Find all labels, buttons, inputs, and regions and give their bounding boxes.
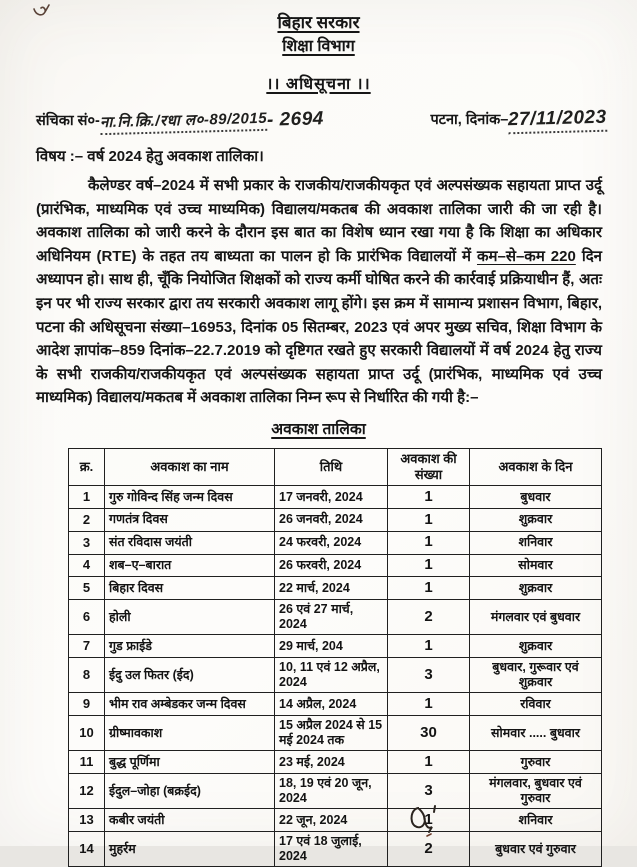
cell-count: 1 [388, 577, 470, 600]
body-text-segment: कैलेण्डर वर्ष–2024 में सभी प्रकार के राजकीय/राजकीयकृत एवं अल्पसंख्यक सहायता प्राप्त उर्दू (प्रारंभिक, माध्यमिक एवं उच्च माध्यमिक) विद्यालय/मकतब की अवकाश तालिका जारी की जा रही है। अवकाश तालिका को जारी करने के दौरान इस बात का विशेष ध्यान रखा गया है कि शिक्षा का अधिकार अधिनियम (RTE) के तहत तय बाध्यता का पालन हो कि प्रारंभिक विद्यालयों में [36, 177, 602, 265]
cell-days: शुक्रवार [470, 509, 602, 532]
table-row [69, 600, 602, 635]
column-header-date: तिथि [275, 448, 388, 486]
cell-sl: 6 [69, 600, 105, 635]
cell-sl: 10 [69, 716, 105, 751]
cell-days: बुधवार, गुरूवार एवं शुक्रवार [470, 658, 602, 693]
cell-days: गुरुवार [470, 751, 602, 774]
table-title: अवकाश तालिका [271, 420, 366, 438]
date-handwritten: 27/11/2023 [508, 107, 607, 135]
cell-days: शुक्रवार [470, 635, 602, 658]
cell-sl: 3 [69, 531, 105, 554]
table-row [69, 635, 602, 658]
file-number-suffix-handwritten: - 2694 [266, 108, 325, 131]
cell-sl: 12 [69, 774, 105, 809]
table-row [69, 577, 602, 600]
body-paragraph [36, 174, 602, 410]
cell-date: 15 अप्रैल 2024 से 15 मई 2024 तक [275, 716, 388, 751]
table-header-row [69, 448, 602, 486]
cell-count: 1 [388, 554, 470, 577]
cell-name: गुरु गोविन्द सिंह जन्म दिवस [105, 486, 275, 509]
signature-mark [405, 798, 455, 846]
cell-days: सोमवार ..... बुधवार [470, 716, 602, 751]
cell-count: 1 [388, 693, 470, 716]
table-row [69, 658, 602, 693]
cell-name: कबीर जयंती [105, 809, 275, 832]
cell-date: 26 जनवरी, 2024 [275, 509, 388, 532]
cell-count: 3 [388, 774, 470, 809]
cell-sl: 11 [69, 751, 105, 774]
cell-date: 17 जनवरी, 2024 [275, 486, 388, 509]
cell-name: ईदु उल फितर (ईद) [105, 658, 275, 693]
cell-name: बुद्ध पूर्णिमा [105, 751, 275, 774]
cell-date: 18, 19 एवं 20 जून, 2024 [275, 774, 388, 809]
cell-sl: 13 [69, 809, 105, 832]
cell-days: मंगलवार, बुधवार एवं गुरुवार [470, 774, 602, 809]
body-text-segment: दिन अध्यापन हो। साथ ही, चूँकि नियोजित शिक्षकों को राज्य कर्मी घोषित करने की कार्रवाई प्रक्रियाधीन हैं, अतः इन पर भी राज्य सरकार द्वारा तय सरकारी अवकाश लागू होंगे। इस क्रम में सामान्य प्रशासन विभाग, बिहार, पटना की अधिसूचना संख्या–16953, दिनांक 05 सितम्बर, 2023 एवं अपर मुख्य सचिव, शिक्षा विभाग के आदेश ज्ञापांक–859 दिनांक–22.7.2019 को दृष्टिगत रखते हुए सरकारी विद्यालयों में वर्ष 2024 हेतु राज्य के सभी राजकीय/राजकीयकृत एवं अल्पसंख्यक सहायता प्राप्त उर्दू (प्रारंभिक, माध्यमिक एवं उच्च माध्यमिक) विद्यालय/मकतब में अवकाश तालिका निम्न रूप से निर्धारित की गयी है:– [36, 247, 603, 407]
cell-name: गणतंत्र दिवस [105, 509, 275, 532]
file-number-handwritten: ना.नि.क्रि./रधा ल०-89/2015 [100, 108, 268, 135]
cell-date: 17 एवं 18 जुलाई, 2024 [275, 832, 388, 867]
table-row [69, 693, 602, 716]
table-row [69, 486, 602, 509]
cell-date: 10, 11 एवं 12 अप्रैल, 2024 [275, 658, 388, 693]
cell-date: 22 मार्च, 2024 [275, 577, 388, 600]
cell-date: 26 एवं 27 मार्च, 2024 [275, 600, 388, 635]
cell-sl: 8 [69, 658, 105, 693]
file-number-line [36, 109, 324, 133]
place-date-label: पटना, दिनांक– [430, 112, 509, 128]
notification-heading: ।। अधिसूचना ।। [266, 76, 371, 93]
column-header-count: अवकाश की संख्या [388, 448, 470, 486]
cell-name: बिहार दिवस [105, 577, 275, 600]
column-header-serial: क्र. [69, 448, 105, 486]
column-header-holiday-name: अवकाश का नाम [105, 448, 275, 486]
cell-count: 1 [388, 809, 470, 832]
cell-name: गुड फ्राईडे [105, 635, 275, 658]
meta-row [36, 108, 607, 133]
cell-days: बुधवार [470, 486, 602, 509]
govt-title: बिहार सरकार [277, 13, 360, 32]
cell-count: 2 [388, 832, 470, 867]
pen-mark-icon [30, 3, 58, 25]
table-row [69, 554, 602, 577]
cell-count: 2 [388, 600, 470, 635]
cell-sl: 1 [69, 486, 105, 509]
holiday-table [68, 448, 602, 867]
cell-date: 24 फरवरी, 2024 [275, 531, 388, 554]
cell-days: शुक्रवार [470, 577, 602, 600]
cell-name: ईदुल–जोहा (बक्रईद) [105, 774, 275, 809]
cell-count: 1 [388, 635, 470, 658]
cell-name: भीम राव अम्बेडकर जन्म दिवस [105, 693, 275, 716]
file-number-label: संचिका सं०- [36, 113, 100, 129]
table-row [69, 809, 602, 832]
cell-count: 30 [388, 716, 470, 751]
cell-name: ग्रीष्मावकाश [105, 716, 275, 751]
cell-days: मंगलवार एवं बुधवार [470, 600, 602, 635]
table-row [69, 716, 602, 751]
cell-sl: 2 [69, 509, 105, 532]
place-date-line [430, 108, 607, 133]
cell-count: 3 [388, 658, 470, 693]
cell-date: 22 जून, 2024 [275, 809, 388, 832]
table-row [69, 832, 602, 867]
table-row [69, 509, 602, 532]
department-title: शिक्षा विभाग [282, 38, 355, 55]
cell-sl: 5 [69, 577, 105, 600]
table-row [69, 531, 602, 554]
cell-count: 1 [388, 486, 470, 509]
cell-name: होली [105, 600, 275, 635]
body-underlined-segment: कम–से–कम 220 [476, 247, 576, 265]
column-header-days: अवकाश के दिन [470, 448, 602, 486]
cell-name: मुहर्रम [105, 832, 275, 867]
table-row [69, 751, 602, 774]
cell-date: 29 मार्च, 204 [275, 635, 388, 658]
cell-days: सोमवार [470, 554, 602, 577]
cell-sl: 7 [69, 635, 105, 658]
cell-date: 23 मई, 2024 [275, 751, 388, 774]
cell-days: शनिवार [470, 809, 602, 832]
cell-date: 14 अप्रैल, 2024 [275, 693, 388, 716]
cell-count: 1 [388, 531, 470, 554]
cell-name: संत रविदास जयंती [105, 531, 275, 554]
cell-name: शब–ए–बारात [105, 554, 275, 577]
cell-count: 1 [388, 751, 470, 774]
cell-days: रविवार [470, 693, 602, 716]
subject-line: विषय :– वर्ष 2024 हेतु अवकाश तालिका। [36, 148, 264, 165]
cell-sl: 9 [69, 693, 105, 716]
cell-sl: 4 [69, 554, 105, 577]
cell-date: 26 फरवरी, 2024 [275, 554, 388, 577]
cell-sl: 14 [69, 832, 105, 867]
holiday-table-body [69, 486, 602, 867]
cell-days: शनिवार [470, 531, 602, 554]
cell-days: बुधवार एवं गुरुवार [470, 832, 602, 867]
cell-count: 1 [388, 509, 470, 532]
table-row [69, 774, 602, 809]
